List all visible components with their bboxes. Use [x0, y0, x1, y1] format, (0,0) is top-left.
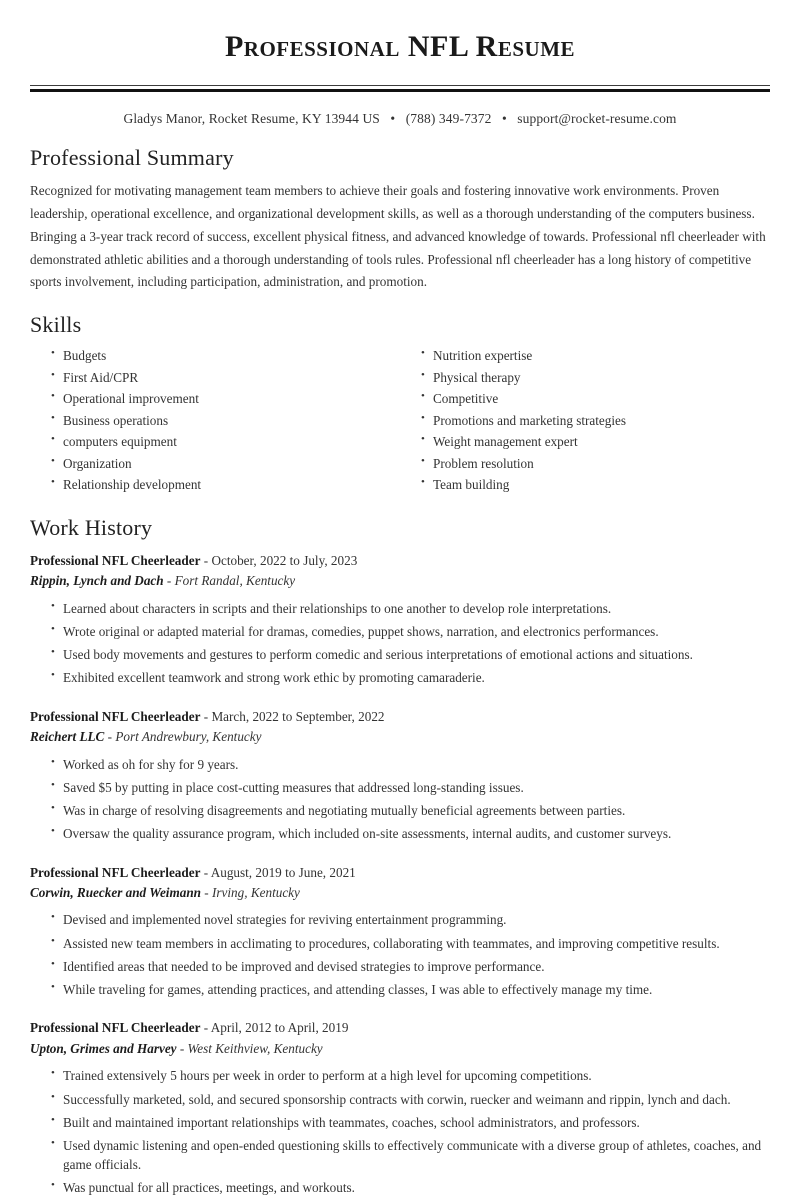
job-dates: April, 2012 to April, 2019	[210, 1020, 349, 1036]
work-history-entry	[30, 551, 770, 693]
divider-thick-line	[30, 89, 770, 92]
work-history-entry	[30, 707, 770, 849]
skills-column-right	[400, 347, 770, 497]
list-item: • Built and maintained important relationships with teammates, coaches, school administrators, and professors.	[63, 1114, 770, 1137]
job-company: Rippin, Lynch and Dach	[30, 573, 164, 589]
list-item: • Oversaw the quality assurance program, which included on-site assessments, internal audits, and customer surveys.	[63, 825, 770, 848]
professional-summary-section	[30, 145, 770, 294]
work-history-section	[30, 515, 770, 1202]
job-title-dash: -	[200, 708, 212, 724]
list-item: • Used dynamic listening and open-ended questioning skills to effectively communicate with a diverse group of athletes, coaches, and game officials.	[63, 1137, 770, 1179]
contact-line	[30, 111, 770, 127]
job-title-line	[30, 551, 770, 571]
contact-email: support@rocket-resume.com	[517, 111, 677, 126]
job-dates: August, 2019 to June, 2021	[210, 864, 356, 880]
section-heading-summary: Professional Summary	[30, 145, 234, 170]
job-company: Upton, Grimes and Harvey	[30, 1040, 177, 1056]
list-item: • Identified areas that needed to be improved and devised strategies to improve performance.	[63, 958, 770, 981]
job-title-line	[30, 1018, 770, 1038]
job-bullet-list	[30, 756, 770, 849]
list-item: • Learned about characters in scripts and their relationships to one another to develop role interpretations.	[63, 600, 770, 623]
job-company-line	[30, 883, 770, 903]
list-item: • Problem resolution	[433, 455, 770, 476]
job-title-line	[30, 863, 770, 883]
list-item: • Devised and implemented novel strategies for reviving entertainment programming.	[63, 911, 770, 934]
work-history-entry	[30, 1018, 770, 1202]
list-item: • Exhibited excellent teamwork and strong work ethic by promoting camaraderie.	[63, 669, 770, 692]
job-dates: October, 2022 to July, 2023	[211, 552, 358, 568]
contact-separator-2: •	[501, 111, 507, 126]
list-item: • Budgets	[63, 347, 400, 368]
list-item: • Wrote original or adapted material for dramas, comedies, puppet shows, narration, and electronics performances.	[63, 623, 770, 646]
job-location: Fort Randal, Kentucky	[174, 573, 296, 589]
list-item: • Was in charge of resolving disagreements and negotiating mutually beneficial agreements between parties.	[63, 802, 770, 825]
list-item: • Worked as oh for shy for 9 years.	[63, 756, 770, 779]
work-history-entry	[30, 863, 770, 1005]
contact-address: Gladys Manor, Rocket Resume, KY 13944 US	[123, 111, 380, 126]
job-bullet-list	[30, 1067, 770, 1202]
job-company-dash: -	[104, 729, 116, 745]
list-item: • First Aid/CPR	[63, 369, 400, 390]
job-title-line	[30, 707, 770, 727]
job-bullet-list	[30, 911, 770, 1004]
section-heading-skills: Skills	[30, 311, 82, 337]
job-company-dash: -	[176, 1040, 188, 1056]
skills-list-right	[400, 347, 770, 497]
job-location: Port Andrewbury, Kentucky	[115, 729, 262, 745]
list-item: • Relationship development	[63, 476, 400, 497]
contact-phone: (788) 349-7372	[405, 111, 492, 126]
job-dates: March, 2022 to September, 2022	[211, 708, 385, 724]
list-item: • Competitive	[433, 390, 770, 411]
list-item: • computers equipment	[63, 433, 400, 454]
job-company-dash: -	[163, 573, 175, 589]
list-item: • Promotions and marketing strategies	[433, 412, 770, 433]
job-company: Reichert LLC	[30, 729, 105, 745]
list-item: • Was punctual for all practices, meetings, and workouts.	[63, 1179, 770, 1202]
list-item: • Weight management expert	[433, 433, 770, 454]
skills-columns	[30, 347, 770, 497]
list-item: • Nutrition expertise	[433, 347, 770, 368]
job-title: Professional NFL Cheerleader	[30, 552, 201, 568]
list-item: • Trained extensively 5 hours per week in order to perform at a high level for upcoming competitions.	[63, 1067, 770, 1090]
header-divider	[30, 85, 770, 92]
summary-paragraph: Recognized for motivating management team members to achieve their goals and fostering innovative work environments. Proven leadership, operational excellence, and organizational development skills, as well as a thorough understanding of the computers business. Bringing a 3-year track record of success, excellent physical fitness, and advanced knowledge of towards. Professional nfl cheerleader with demonstrated athletic abilities and a thorough understanding of tools rules. Professional nfl cheerleader has a long history of competitive sports involvement, including participation, administration, and promotion.	[30, 183, 766, 290]
page-title: Professional NFL Resume	[224, 30, 576, 63]
list-item: • Assisted new team members in acclimating to procedures, collaborating with teammates, and improving competitive results.	[63, 935, 770, 958]
list-item: • While traveling for games, attending practices, and attending classes, I was able to effectively manage my time.	[63, 981, 770, 1004]
list-item: • Used body movements and gestures to perform comedic and serious interpretations of emotional actions and situations.	[63, 646, 770, 669]
job-title-dash: -	[200, 552, 212, 568]
job-title: Professional NFL Cheerleader	[30, 1020, 201, 1036]
job-company-dash: -	[201, 885, 212, 900]
section-heading-work-history: Work History	[30, 515, 153, 541]
list-item: • Team building	[433, 476, 770, 497]
skills-section	[30, 312, 770, 498]
job-location: West Keithview, Kentucky	[187, 1040, 323, 1056]
job-company-line	[30, 571, 770, 591]
job-title-dash: -	[200, 1020, 211, 1036]
list-item: • Successfully marketed, sold, and secured sponsorship contracts with corwin, ruecker and weimann and rippin, lynch and dach.	[63, 1091, 770, 1114]
job-title-dash: -	[200, 864, 211, 880]
job-bullet-list	[30, 600, 770, 693]
list-item: • Business operations	[63, 412, 400, 433]
job-location: Irving, Kentucky	[212, 885, 300, 900]
job-company-line	[30, 727, 770, 747]
job-company-line	[30, 1039, 770, 1059]
list-item: • Operational improvement	[63, 390, 400, 411]
job-company: Corwin, Ruecker and Weimann	[30, 885, 201, 900]
list-item: • Organization	[63, 455, 400, 476]
skills-list-left	[30, 347, 400, 497]
skills-column-left	[30, 347, 400, 497]
list-item: • Physical therapy	[433, 369, 770, 390]
job-title: Professional NFL Cheerleader	[30, 864, 201, 880]
list-item: • Saved $5 by putting in place cost-cutting measures that addressed long-standing issues.	[63, 779, 770, 802]
contact-separator-1: •	[390, 111, 396, 126]
job-title: Professional NFL Cheerleader	[30, 708, 201, 724]
